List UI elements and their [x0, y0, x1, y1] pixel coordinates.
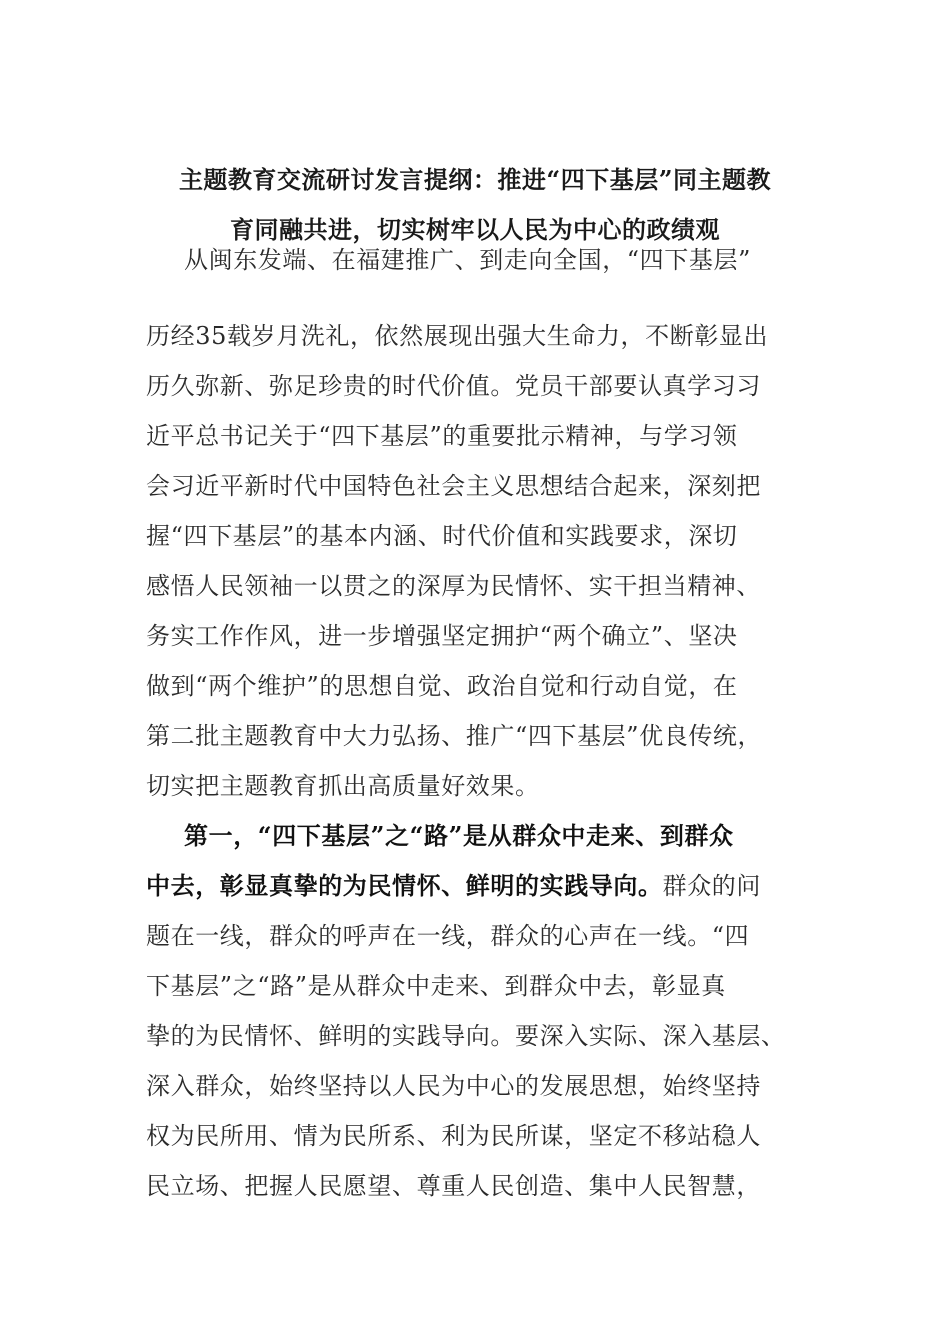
paragraph-1-line: 切实把主题教育抓出高质量好效果。: [146, 772, 540, 800]
paragraph-1-line: 感悟人民领袖一以贯之的深厚为民情怀、实干担当精神、: [146, 572, 761, 600]
paragraph-1-line: 务实工作作风，进一步增强坚定拥护“两个确立”、坚决: [146, 622, 738, 650]
paragraph-2-line: 深入群众，始终坚持以人民为中心的发展思想，始终坚持: [146, 1072, 761, 1100]
paragraph-2-heading-continuation: 中去，彰显真挚的为民情怀、鲜明的实践导向。: [146, 871, 663, 900]
paragraph-2-line: 权为民所用、情为民所系、利为民所谋，坚定不移站稳人: [146, 1122, 761, 1150]
paragraph-1-line: 从闽东发端、在福建推广、到走向全国，“四下基层”: [184, 246, 751, 274]
paragraph-2-line: 下基层”之“路”是从群众中走来、到群众中去，彰显真: [146, 972, 726, 1000]
paragraph-2-text: 群众的问: [662, 872, 762, 900]
document-title-line-2: 育同融共进，切实树牢以人民为中心的政绩观: [230, 215, 720, 244]
paragraph-1-line: 历久弥新、弥足珍贵的时代价值。党员干部要认真学习习: [146, 372, 761, 400]
paragraph-2-line: 民立场、把握人民愿望、尊重人民创造、集中人民智慧，: [146, 1172, 761, 1200]
paragraph-2-line: 挚的为民情怀、鲜明的实践导向。要深入实际、深入基层、: [146, 1022, 786, 1050]
paragraph-2-line: [146, 871, 761, 901]
paragraph-1-line: 历经35载岁月洗礼，依然展现出强大生命力，不断彰显出: [146, 322, 769, 350]
paragraph-2-heading-line: 第一，“四下基层”之“路”是从群众中走来、到群众: [184, 821, 734, 850]
paragraph-1-line: 握“四下基层”的基本内涵、时代价值和实践要求，深切: [146, 522, 738, 550]
paragraph-1-line: 近平总书记关于“四下基层”的重要批示精神，与学习领: [146, 422, 738, 450]
paragraph-2-line: 题在一线，群众的呼声在一线，群众的心声在一线。“四: [146, 922, 750, 950]
document-title-line-1: 主题教育交流研讨发言提纲：推进“四下基层”同主题教: [178, 165, 772, 194]
paragraph-1-line: 第二批主题教育中大力弘扬、推广“四下基层”优良传统，: [146, 722, 763, 750]
paragraph-1-line: 做到“两个维护”的思想自觉、政治自觉和行动自觉，在: [146, 672, 738, 700]
paragraph-1-line: 会习近平新时代中国特色社会主义思想结合起来，深刻把: [146, 472, 761, 500]
